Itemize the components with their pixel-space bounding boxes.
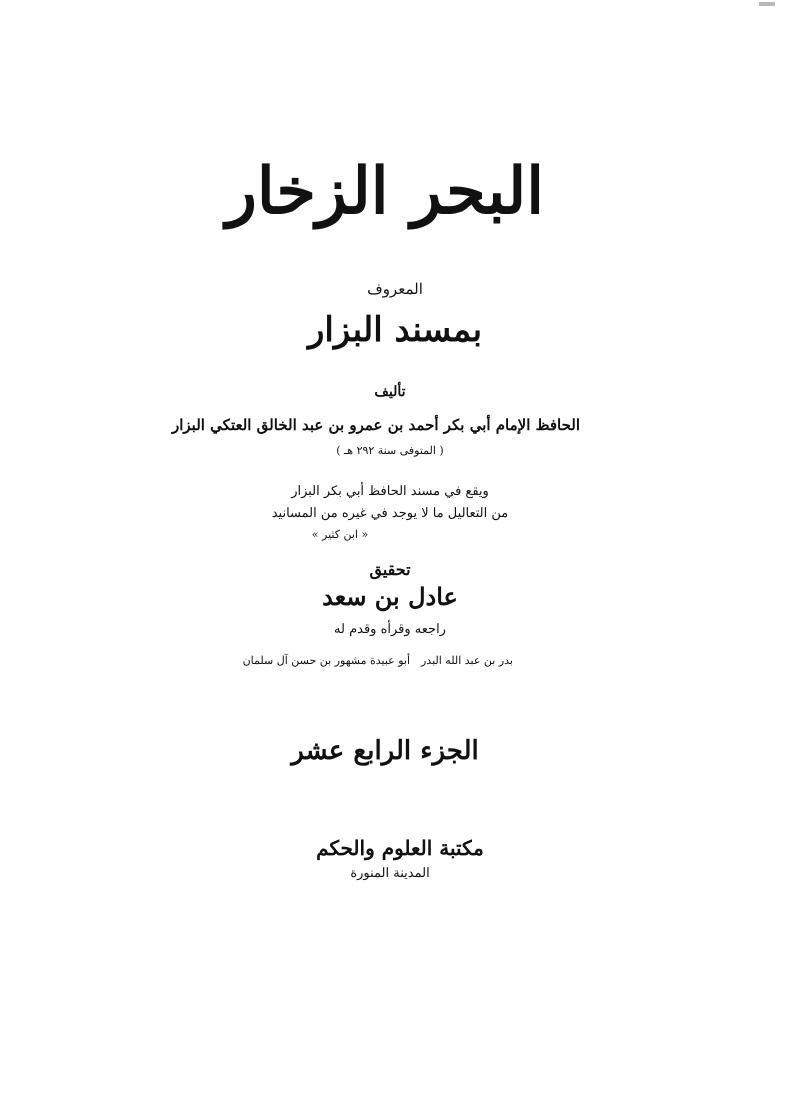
- editing-by-label: تحقيق: [369, 560, 411, 579]
- reviewer-name-2: أبو عبيدة مشهور بن حسن آل سلمان: [242, 654, 410, 667]
- editor-name: عادل بن سعد: [322, 582, 458, 611]
- volume-label: الجزء الرابع عشر: [291, 736, 479, 766]
- description-line-1: ويقع في مسند الحافظ أبي بكر البزار: [291, 484, 489, 499]
- known-as-label: المعروف: [367, 280, 423, 298]
- author-death-year: ( المتوفى سنة ٢٩٢ هـ ): [336, 444, 444, 457]
- description-attribution: « ابن كثير »: [311, 528, 369, 541]
- authored-by-label: تأليف: [374, 384, 406, 400]
- publisher-name: مكتبة العلوم والحكم: [316, 836, 484, 860]
- reviewer-name-1: بدر بن عبد الله البدر: [421, 654, 513, 667]
- book-subtitle: بمسند البزار: [307, 310, 483, 350]
- description-line-2: من التعاليل ما لا يوجد في غيره من المسانيد: [271, 506, 509, 521]
- book-title: البحر الزخار: [225, 154, 545, 229]
- scan-artifact: [759, 2, 775, 6]
- author-name: الحافظ الإمام أبي بكر أحمد بن عمرو بن عبد الخالق العتكي البزار: [171, 416, 580, 434]
- publisher-city: المدينة المنورة: [350, 866, 430, 881]
- reviewed-by-label: راجعه وقرأه وقدم له: [334, 622, 446, 637]
